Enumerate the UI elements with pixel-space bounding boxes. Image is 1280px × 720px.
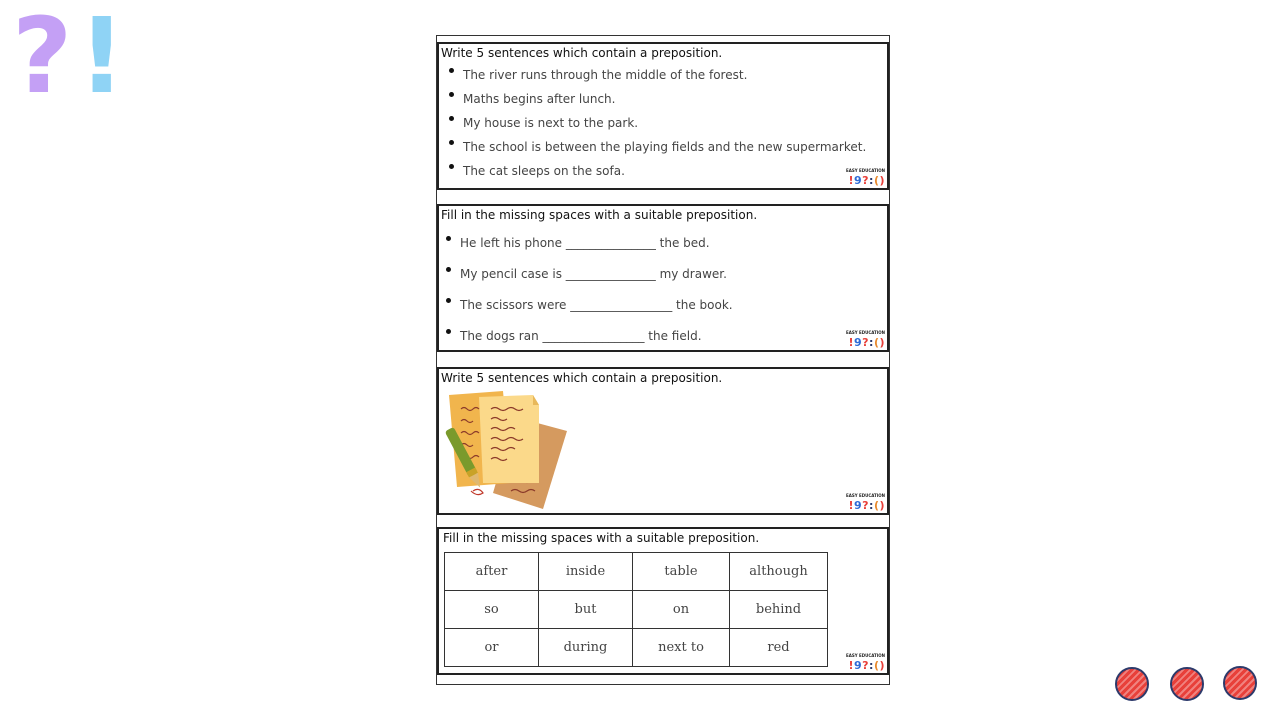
sentence-list: [449, 68, 866, 188]
word-cell: after: [445, 553, 539, 591]
task-card-3: [437, 367, 889, 515]
easy-education-logo: EASY EDUCATION !9?:(): [846, 493, 885, 512]
task-card-2: [437, 204, 889, 352]
word-cell: next to: [633, 629, 730, 667]
task-card-1: [437, 42, 889, 190]
list-item: The cat sleeps on the sofa.: [449, 164, 866, 188]
red-circle-button-2[interactable]: [1170, 667, 1204, 701]
card-title: Fill in the missing spaces with a suitable preposition.: [441, 208, 758, 222]
red-circle-button-3[interactable]: [1223, 666, 1257, 700]
list-item: The scissors were _________________ the book.: [446, 298, 733, 329]
list-item: Maths begins after lunch.: [449, 92, 866, 116]
worksheet: [436, 35, 890, 685]
easy-education-logo: EASY EDUCATION !9?:(): [846, 168, 885, 187]
easy-education-logo: EASY EDUCATION !9?:(): [846, 653, 885, 672]
table-row: [445, 553, 828, 591]
word-cell: but: [539, 591, 633, 629]
card-title: Fill in the missing spaces with a suitable preposition.: [443, 531, 760, 545]
list-item: The river runs through the middle of the forest.: [449, 68, 866, 92]
card-title: Write 5 sentences which contain a preposition.: [441, 46, 723, 60]
word-cell: during: [539, 629, 633, 667]
table-row: [445, 591, 828, 629]
card-title: Write 5 sentences which contain a preposition.: [441, 371, 723, 385]
word-cell: red: [730, 629, 828, 667]
word-cell: although: [730, 553, 828, 591]
table-row: [445, 629, 828, 667]
list-item: My house is next to the park.: [449, 116, 866, 140]
list-item: The school is between the playing fields and the new supermarket.: [449, 140, 866, 164]
paper-and-pen-icon: [443, 387, 569, 511]
word-cell: so: [445, 591, 539, 629]
easy-education-logo: EASY EDUCATION !9?:(): [846, 330, 885, 349]
task-card-4: [437, 527, 889, 675]
word-cell: or: [445, 629, 539, 667]
gap-fill-list: [446, 236, 733, 360]
word-grid: [444, 552, 828, 667]
word-cell: inside: [539, 553, 633, 591]
list-item: He left his phone _______________ the bed.: [446, 236, 733, 267]
list-item: My pencil case is _______________ my drawer.: [446, 267, 733, 298]
word-cell: behind: [730, 591, 828, 629]
red-circle-button-1[interactable]: [1115, 667, 1149, 701]
word-cell: on: [633, 591, 730, 629]
question-mark-icon: ?: [12, 0, 67, 117]
list-item: The dogs ran _________________ the field.: [446, 329, 733, 360]
word-cell: table: [633, 553, 730, 591]
exclamation-mark-icon: !: [78, 0, 126, 117]
